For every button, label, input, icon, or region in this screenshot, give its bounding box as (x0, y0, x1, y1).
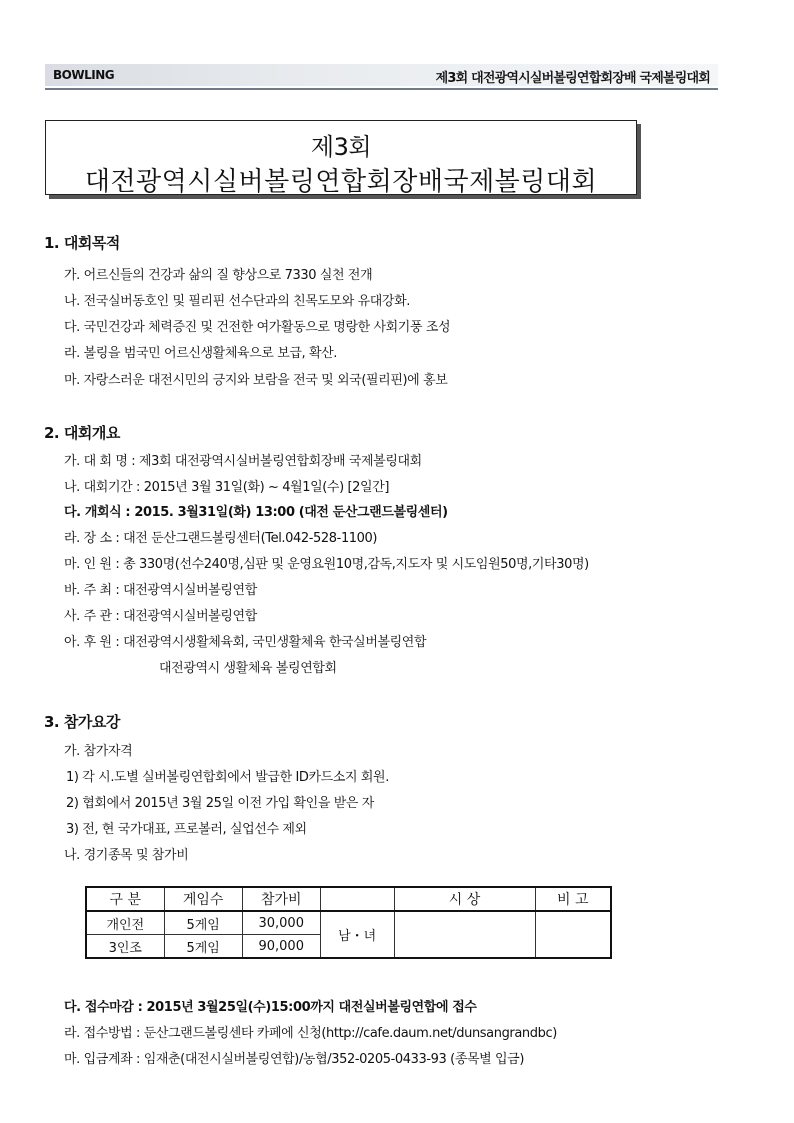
section-1-item: 가. 어르신들의 건강과 삶의 질 향상으로 7330 실천 전개 (64, 268, 373, 283)
section-1-item: 다. 국민건강과 체력증진 및 건전한 여가활동으로 명랑한 사회기풍 조성 (64, 320, 451, 335)
payment-account: 마. 입금계좌 : 임재춘(대전시실버볼링연합)/농협/352-0205-0433-93 (종목별 입금) (64, 1052, 525, 1067)
section-2-item-opening: 다. 개회식 : 2015. 3월31일(화) 13:00 (대전 둔산그랜드볼링센터) (64, 505, 448, 520)
fee-cell-category: 개인전 (86, 911, 164, 935)
section-2-item: 마. 인 원 : 총 330명(선수240명,심판 및 운영요원10명,감독,지도자 및 시도임원50명,기타30명) (64, 557, 589, 572)
section-2-heading: 2. 대회개요 (44, 424, 120, 442)
fee-header-notes: 비 고 (535, 887, 611, 911)
fee-header-category: 구 분 (86, 887, 164, 911)
section-3-heading: 3. 참가요강 (44, 713, 120, 731)
registration-deadline: 다. 접수마감 : 2015년 3월25일(수)15:00까지 대전실버볼링연합에 접수 (64, 1000, 477, 1015)
section-3-sub-a: 가. 참가자격 (64, 744, 133, 759)
fee-header-fee: 참가비 (242, 887, 320, 911)
title-line-2: 대전광역시실버볼링연합회장배국제볼링대회 (84, 167, 598, 197)
fee-cell-category: 3인조 (86, 935, 164, 959)
title-line-1: 제3회 (310, 133, 372, 161)
fee-table-header-row (86, 887, 611, 911)
section-1-heading: 1. 대회목적 (44, 234, 120, 252)
table-row (86, 911, 611, 935)
fee-header-awards: 시 상 (394, 887, 535, 911)
section-2-item: 라. 장 소 : 대전 둔산그랜드볼링센터(Tel.042-528-1100) (64, 531, 378, 546)
section-2-item: 나. 대회기간 : 2015년 3월 31일(화) ~ 4월1일(수) [2일간] (64, 480, 390, 495)
fee-header-gender (320, 887, 394, 911)
fee-cell-notes (535, 911, 611, 958)
fee-cell-awards (394, 911, 535, 958)
fee-cell-fee: 90,000 (242, 935, 320, 959)
fee-cell-games: 5게임 (164, 935, 242, 959)
qualification-item: 1) 각 시.도별 실버볼링연합회에서 발급한 ID카드소지 회원. (66, 770, 389, 785)
title-box (45, 120, 637, 195)
fee-cell-games: 5게임 (164, 911, 242, 935)
header-right-label: 제3회 대전광역시실버볼링연합회장배 국제볼링대회 (435, 71, 710, 86)
fee-cell-fee: 30,000 (242, 911, 320, 935)
fee-cell-gender: 남・녀 (320, 911, 394, 958)
header-left-label: BOWLING (53, 68, 115, 82)
section-1-item: 마. 자랑스러운 대전시민의 긍지와 보람을 전국 및 외국(필리핀)에 홍보 (64, 373, 448, 388)
fee-header-games: 게임수 (164, 887, 242, 911)
page-header (45, 64, 718, 86)
section-2-item: 가. 대 회 명 : 제3회 대전광역시실버볼링연합회장배 국제볼링대회 (64, 454, 422, 469)
header-divider (45, 88, 718, 90)
section-2-item-continued: 대전광역시 생활체육 볼링연합회 (159, 661, 337, 676)
section-2-item: 바. 주 최 : 대전광역시실버볼링연합 (64, 583, 257, 598)
section-1-item: 나. 전국실버동호인 및 필리핀 선수단과의 친목도모와 유대강화. (64, 294, 410, 309)
section-1-item: 라. 볼링을 범국민 어르신생활체육으로 보급, 확산. (64, 346, 338, 361)
qualification-item: 2) 협회에서 2015년 3월 25일 이전 가입 확인을 받은 자 (66, 796, 374, 811)
fee-table (85, 886, 612, 959)
section-2-item: 아. 후 원 : 대전광역시생활체육회, 국민생활체육 한국실버볼링연합 (64, 635, 427, 650)
section-2-item: 사. 주 관 : 대전광역시실버볼링연합 (64, 609, 257, 624)
section-3-sub-b: 나. 경기종목 및 참가비 (64, 848, 189, 863)
registration-method: 라. 접수방법 : 둔산그랜드볼링센타 카페에 신청(http://cafe.daum.net/dunsangrandbc) (64, 1026, 557, 1041)
qualification-item: 3) 전, 현 국가대표, 프로볼러, 실업선수 제외 (66, 822, 307, 837)
